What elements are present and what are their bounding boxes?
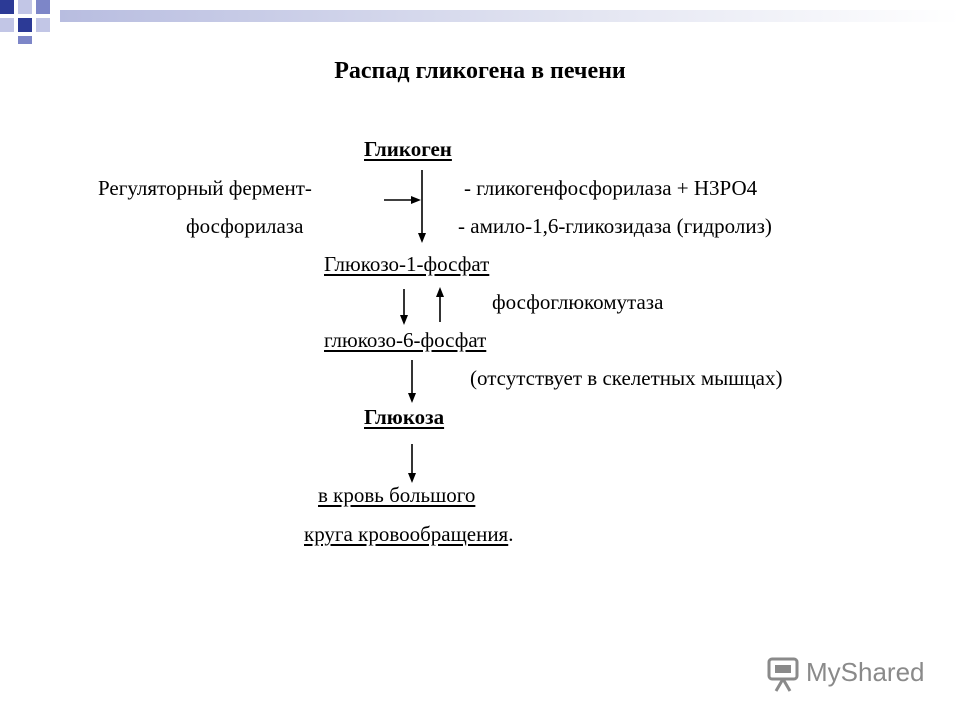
myshared-logo	[766, 655, 946, 695]
phosphoglucomutase-label: фосфоглюкомутаза	[492, 290, 664, 314]
glycogen-label: Гликоген	[364, 137, 452, 161]
absent-in-muscle-note: (отсутствует в скелетных мышцах)	[470, 366, 783, 390]
projector-icon	[766, 655, 800, 693]
glucose-6-phosphate-label: глюкозо-6-фосфат	[324, 328, 487, 352]
enzyme-amylo-glucosidase: - амило-1,6-гликозидаза (гидролиз)	[458, 214, 772, 238]
enzyme-glycogen-phosphorylase: - гликогенфосфорилаза + Н3РО4	[464, 176, 758, 200]
logo-text: MyShared	[806, 657, 925, 687]
regulatory-enzyme-label: Регуляторный фермент-	[98, 176, 312, 200]
blood-circulation-period: .	[508, 522, 514, 546]
glucose-1-phosphate-label: Глюкозо-1-фосфат	[324, 252, 490, 276]
phosphorylase-label: фосфорилаза	[186, 214, 304, 238]
glucose-label: Глюкоза	[364, 405, 445, 429]
slide-title: Распад гликогена в печени	[334, 58, 626, 84]
blood-circulation-text: круга кровообращения	[304, 522, 509, 546]
blood-circulation-line1: в кровь большого	[318, 483, 476, 507]
